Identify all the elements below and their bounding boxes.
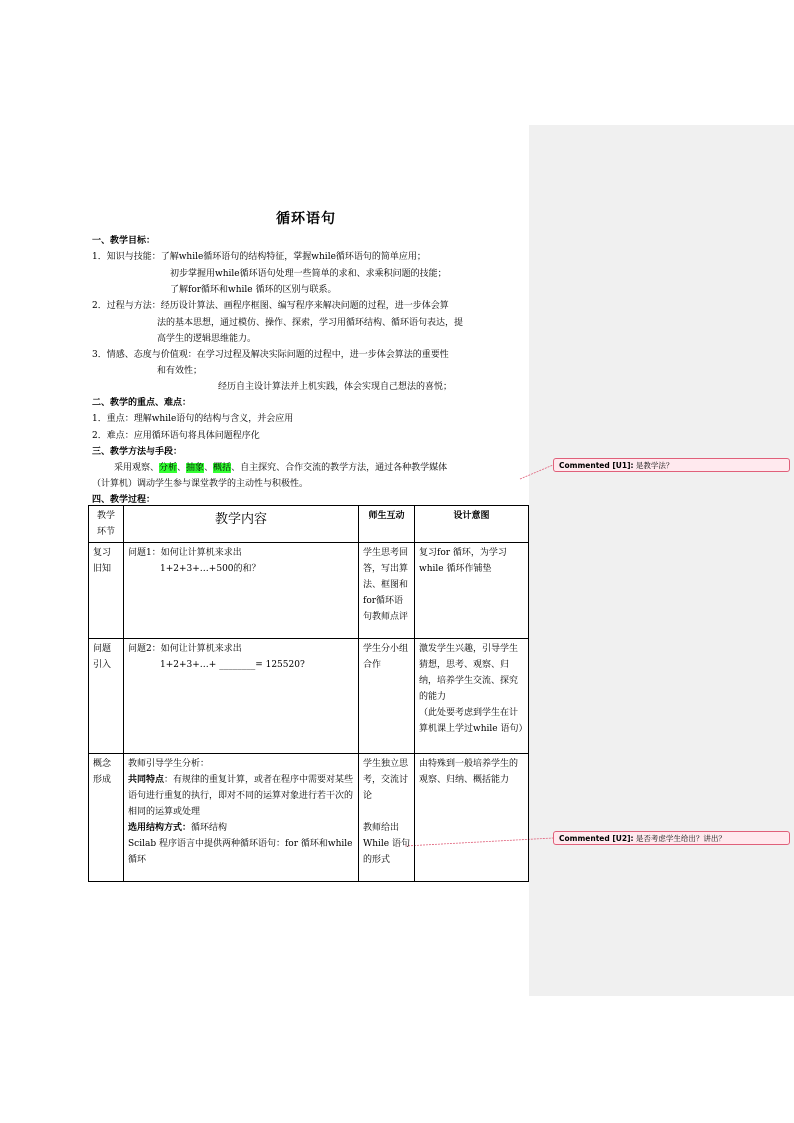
interaction-cell: 学生思考回答，写出算法、框图和for循环语句教师点评 (359, 543, 415, 639)
stage-cell: 概念形成 (89, 754, 124, 882)
method-paragraph-line-2: （计算机）调动学生参与课堂教学的主动性与积极性。 (92, 479, 309, 489)
section-1-heading: 一、教学目标： (92, 236, 156, 246)
objective-knowledge-line-3: 了解for循环和while 循环的区别与联系。 (170, 285, 337, 295)
objective-process-line-3: 高学生的逻辑思维能力。 (157, 334, 257, 344)
intent-note: （此处要考虑到学生在计算机课上学过while 语句） (419, 708, 528, 734)
interaction-cell (359, 754, 415, 882)
comment-u1[interactable] (553, 458, 790, 472)
table-row (89, 639, 529, 754)
header-intent: 设计意图 (415, 506, 529, 543)
comment-tag: Commented [U2]: (559, 834, 634, 843)
header-interaction: 师生互动 (359, 506, 415, 543)
guide-text: 教师引导学生分析： (128, 759, 210, 769)
scilab-text: Scilab 程序语言中提供两种循环语句：for 循环和while 循环 (128, 839, 353, 865)
comment-text: 是否考虑学生给出？讲出？ (635, 834, 726, 843)
structure-choice-body: 循环结构 (191, 823, 228, 833)
section-4-heading: 四、教学过程： (92, 495, 156, 505)
content-cell (124, 754, 359, 882)
intent-cell: 由特殊到一般培养学生的观察、归纳、概括能力 (415, 754, 529, 882)
content-cell (124, 639, 359, 754)
question-text: 问题1：如何让计算机来求出 (128, 548, 242, 558)
objective-emotion-line-3: 经历自主设计算法并上机实践，体会实现自己想法的喜悦； (218, 382, 453, 392)
intent-cell (415, 639, 529, 754)
header-stage: 教学环节 (89, 506, 124, 543)
intent-cell: 复习for 循环，为学习while 循环作铺垫 (415, 543, 529, 639)
teaching-process-table (88, 505, 529, 882)
method-separator: 、 (177, 463, 187, 473)
question-expression: 1+2+3+…+ ________= 125520? (160, 660, 305, 670)
objective-emotion-line-1: 3．情感、态度与价值观：在学习过程及解决实际问题的过程中，进一步体会算法的重要性 (92, 350, 449, 360)
table-row (89, 754, 529, 882)
table-header-row (89, 506, 529, 543)
objective-process-line-1: 2．过程与方法：经历设计算法、画程序框图、编写程序来解决问题的过程，进一步体会算 (92, 301, 449, 311)
interaction-text-teacher[interactable]: 教师给出While 语句的形式 (363, 823, 410, 865)
difficult-point: 2．难点：应用循环语句将具体问题程序化 (92, 431, 260, 441)
common-feature-text (128, 772, 354, 820)
objective-process-line-2: 法的基本思想，通过模仿、操作、探索，学习用循环结构、循环语句表达，提 (157, 318, 464, 328)
comment-tag: Commented [U1]: (559, 461, 634, 470)
header-content: 教学内容 (124, 506, 359, 543)
objective-knowledge-line-1: 1．知识与技能：了解while循环语句的结构特征，掌握while循环语句的简单应用； (92, 252, 426, 262)
table-row (89, 543, 529, 639)
intent-text: 激发学生兴趣，引导学生猜想，思考、观察、归纳，培养学生交流、探究的能力 (419, 644, 519, 702)
method-rest-text: 、自主探究、合作交流的教学方法，通过各种教学媒体 (231, 463, 448, 473)
highlight-abstract[interactable]: 抽象 (186, 463, 205, 473)
interaction-cell: 学生分小组合作 (359, 639, 415, 754)
comment-text: 是教学法？ (635, 461, 674, 470)
comment-u2[interactable] (553, 831, 790, 845)
highlight-analyze[interactable]: 分析 (159, 463, 178, 473)
structure-choice-label: 选用结构方式： (128, 823, 192, 833)
interaction-text: 学生独立思考，交流讨论 (363, 759, 409, 801)
section-2-heading: 二、教学的重点、难点： (92, 398, 192, 408)
key-point: 1．重点：理解while语句的结构与含义，并会应用 (92, 414, 294, 424)
structure-choice-text (128, 820, 354, 836)
common-feature-label: 共同特点 (128, 775, 165, 785)
stage-cell: 问题引入 (89, 639, 124, 754)
objective-knowledge-line-2: 初步掌握用while循环语句处理一些简单的求和、求乘积问题的技能； (170, 269, 447, 279)
stage-cell: 复习旧知 (89, 543, 124, 639)
document-title: 循环语句 (276, 211, 336, 227)
common-feature-body: ：有规律的重复计算，或者在程序中需要对某些语句进行重复的执行，即对不同的运算对象进行若干次的相同的运算或处理 (128, 775, 354, 817)
objective-emotion-line-2: 和有效性； (157, 366, 203, 376)
section-3-heading: 三、教学方法与手段： (92, 447, 183, 457)
method-lead-text: 采用观察、 (114, 463, 160, 473)
method-separator: 、 (204, 463, 214, 473)
question-expression: 1+2+3+…+500的和？ (160, 564, 261, 574)
method-paragraph-line-1 (114, 460, 447, 476)
question-text: 问题2：如何让计算机来求出 (128, 644, 242, 654)
content-cell (124, 543, 359, 639)
highlight-summarize[interactable]: 概括 (213, 463, 232, 473)
